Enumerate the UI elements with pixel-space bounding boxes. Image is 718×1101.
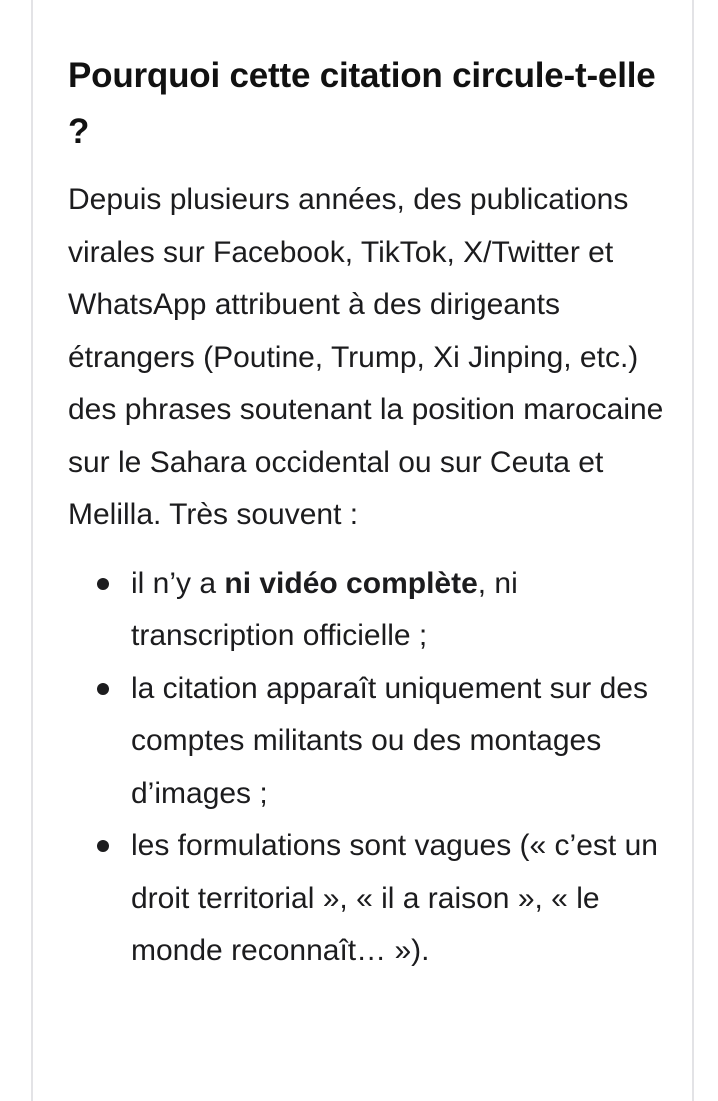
bullet-icon	[97, 683, 109, 695]
section-heading: Pourquoi cette citation circule-t-elle ?	[68, 56, 656, 151]
list-item	[68, 663, 668, 821]
article-content	[68, 48, 668, 978]
bullet-icon	[97, 840, 109, 852]
list-item-text-after: , ni transcription officielle ;	[131, 566, 518, 652]
article-card	[31, 0, 694, 1101]
list-item	[68, 558, 668, 663]
list-item-text: les formulations sont vagues (« c’est un droit territorial », « il a raison », « le monde reconnaît… »).	[131, 829, 658, 967]
bullet-icon	[97, 578, 109, 590]
bullet-list	[68, 558, 668, 978]
list-item	[68, 820, 668, 978]
intro-paragraph: Depuis plusieurs années, des publications virales sur Facebook, TikTok, X/Twitter et WhatsApp attribuent à des dirigeants étrangers (Poutine, Trump, Xi Jinping, etc.) des phrases soutenant la position marocaine sur le Sahara occidental ou sur Ceuta et Melilla. Très souvent :	[68, 183, 664, 531]
list-item-bold-text: ni vidéo complète	[224, 566, 478, 600]
list-item-text-before: il n’y a	[131, 566, 225, 600]
list-item-text: la citation apparaît uniquement sur des comptes militants ou des montages d’images ;	[131, 671, 648, 810]
